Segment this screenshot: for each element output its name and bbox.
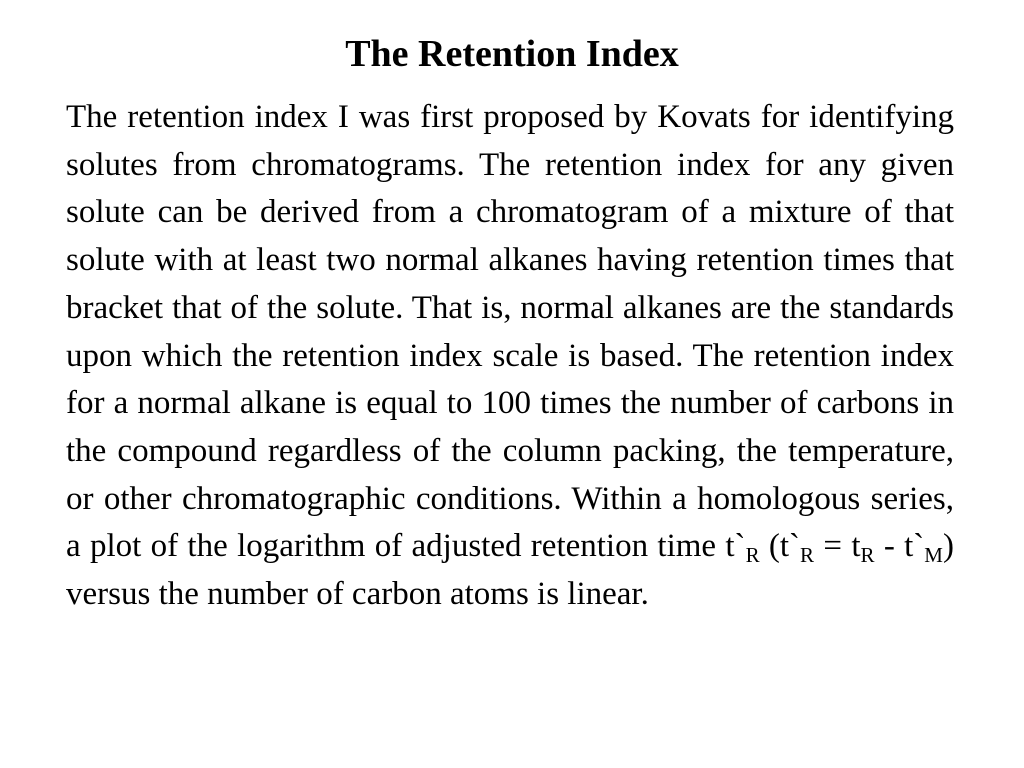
formula-close: )	[942, 528, 954, 565]
slide-title: The Retention Index	[345, 33, 679, 75]
adjusted-time-symbol: t`	[725, 528, 746, 565]
body-end-text: versus the number of carbon atoms is linear.	[66, 576, 649, 613]
formula-open: (t`	[759, 528, 801, 565]
body-paragraph	[66, 94, 954, 619]
subscript-r: R	[745, 543, 760, 568]
body-main-text: The retention index I was first proposed by Kovats for identifying solutes from chromatograms. The retention index for any given solute can be derived from a chromatogram of a mixture of that solute with at least two normal alkanes having retention times that bracket that of the solute. That is, normal alkanes are the standards upon which the retention index scale is based. The retention index for a normal alkane is equal to 100 times the number of carbons in the compound regardless of the column packing, the temperature, or other chromatographic conditions. Within a homologous series, a plot of the logarithm of adjusted retention time	[66, 99, 954, 565]
subscript-r: R	[800, 543, 815, 568]
formula-minus: - t`	[874, 528, 925, 565]
subscript-m: M	[924, 543, 943, 568]
subscript-r: R	[860, 543, 875, 568]
formula-equals: = t	[814, 528, 861, 565]
